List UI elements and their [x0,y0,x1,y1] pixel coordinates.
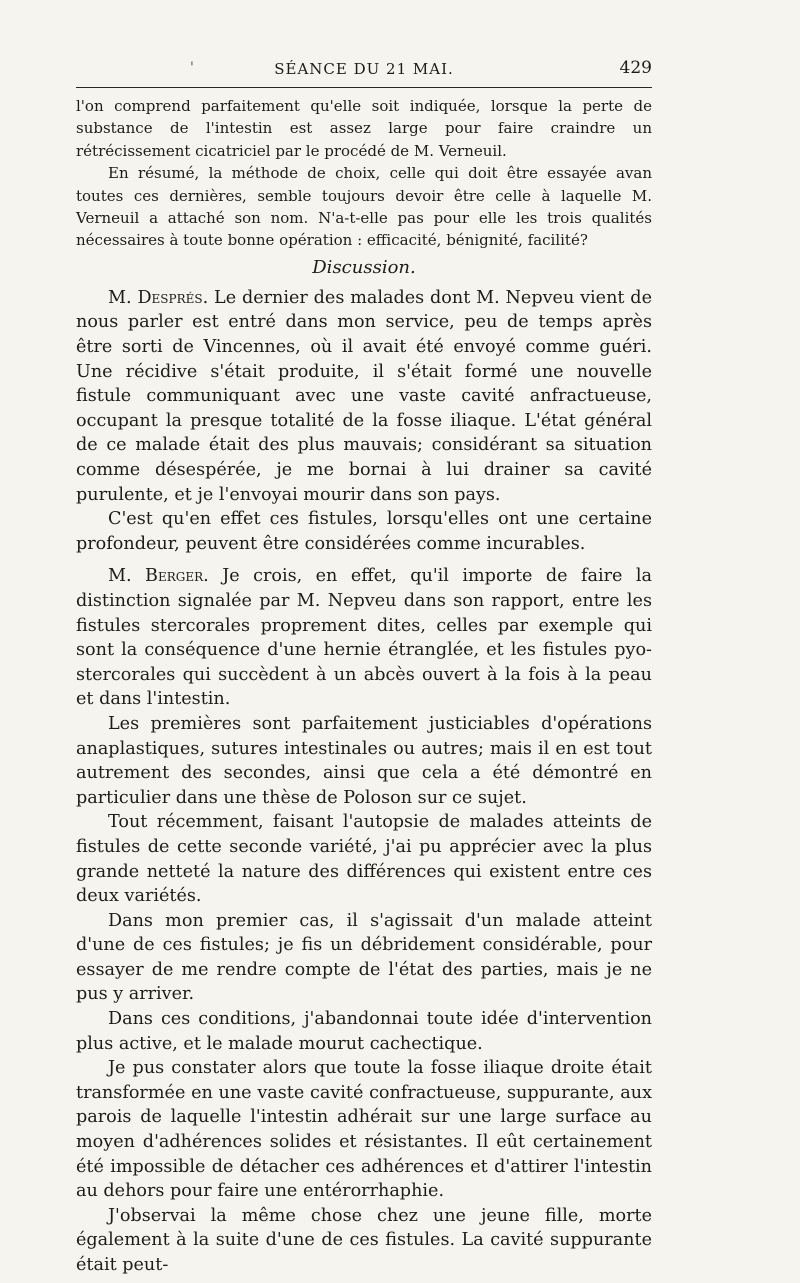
speaker-name: Berger. [145,566,209,587]
despres-text: Le dernier des malades dont M. Nepveu vient de nous parler est entré dans mon service, peu de temps après être sorti de Vincennes, où il avait été envoyé comme guéri. Une récidive s'était produite, il s'était formé une nouvelle fistule communiquant avec une vaste cavité anfractueuse, occupant la presque totalité de la fosse iliaque. L'état général de ce malade était des plus mauvais; considérant sa situation comme désespérée, je me bornai à lui drainer sa cavité purulente, et je l'envoyai mourir dans son pays. [76,287,652,505]
berger-paragraph: Dans ces conditions, j'abandonnai toute idée d'intervention plus active, et le malade mourut cachectique. [76,1009,652,1054]
speaker-prefix: M. [108,566,146,587]
page-body [76,95,652,1278]
berger-paragraph: Dans mon premier cas, il s'agissait d'un malade atteint d'une de ces fistules; je fis un débridement considérable, pour essayer de me rendre compte de l'état des parties, mais je ne pus y arriver. [76,910,652,1005]
header-mark: ' [190,60,194,76]
berger-text: Je crois, en effet, qu'il importe de faire la distinction signalée par M. Nepveu dans son rapport, entre les fistules stercorales proprement dites, celles par exemple qui sont la conséquence d'une hernie étranglée, et les fistules pyo-stercorales qui succèdent à un abcès ouvert à la fois à la peau et dans l'intestin. [76,566,652,710]
discussion-heading: Discussion. [312,256,416,278]
berger-paragraph: Tout récemment, faisant l'autopsie de malades atteints de fistules de cette seconde variété, j'ai pu apprécier avec la plus grande netteté la nature des différences qui existent entre ces deux variétés. [76,812,652,907]
page-number: 429 [619,58,652,78]
intro-paragraph: En résumé, la méthode de choix, celle qui doit être essayée avan toutes ces dernières, semble toujours devoir être celle à laquelle M. Verneuil a attaché son nom. N'a-t-elle pas pour elle les trois qualités nécessaires à toute bonne opération : efficacité, bénignité, facilité? [76,164,652,250]
berger-paragraph: J'observai la même chose chez une jeune fille, morte également à la suite d'une de ces fistules. La cavité suppurante était peut- [76,1205,652,1275]
discussion-section [76,286,652,1278]
despres-followup: C'est qu'en effet ces fistules, lorsqu'elles ont une certaine profondeur, peuvent être considérées comme incurables. [76,509,652,554]
intro-paragraph: l'on comprend parfaitement qu'elle soit indiquée, lorsque la perte de substance de l'intestin est assez large pour faire craindre un rétrécissement cicatriciel par le procédé de M. Verneuil. [76,97,652,160]
despres-paragraph [76,286,652,507]
berger-paragraph [76,564,652,712]
header-rule [76,87,652,88]
header-title: SÉANCE DU 21 MAI. [274,60,454,78]
berger-paragraph: Je pus constater alors que toute la fosse iliaque droite était transformée en une vaste cavité confractueuse, suppurante, aux parois de laquelle l'intestin adhérait sur une large surface au moyen d'adhérences solides et résistantes. Il eût certainement été impossible de détacher ces adhérences et d'attirer l'intestin au dehors pour faire une entérorrhaphie. [76,1058,652,1202]
berger-paragraph: Les premières sont parfaitement justiciables d'opérations anaplastiques, sutures intestinales ou autres; mais il en est tout autrement des secondes, ainsi que cela a été démontré en particulier dans une thèse de Poloson sur ce sujet. [76,713,652,808]
running-header [76,58,652,80]
speaker-name: Després. [137,287,209,308]
intro-section [76,95,652,252]
speaker-prefix: M. [108,287,138,308]
